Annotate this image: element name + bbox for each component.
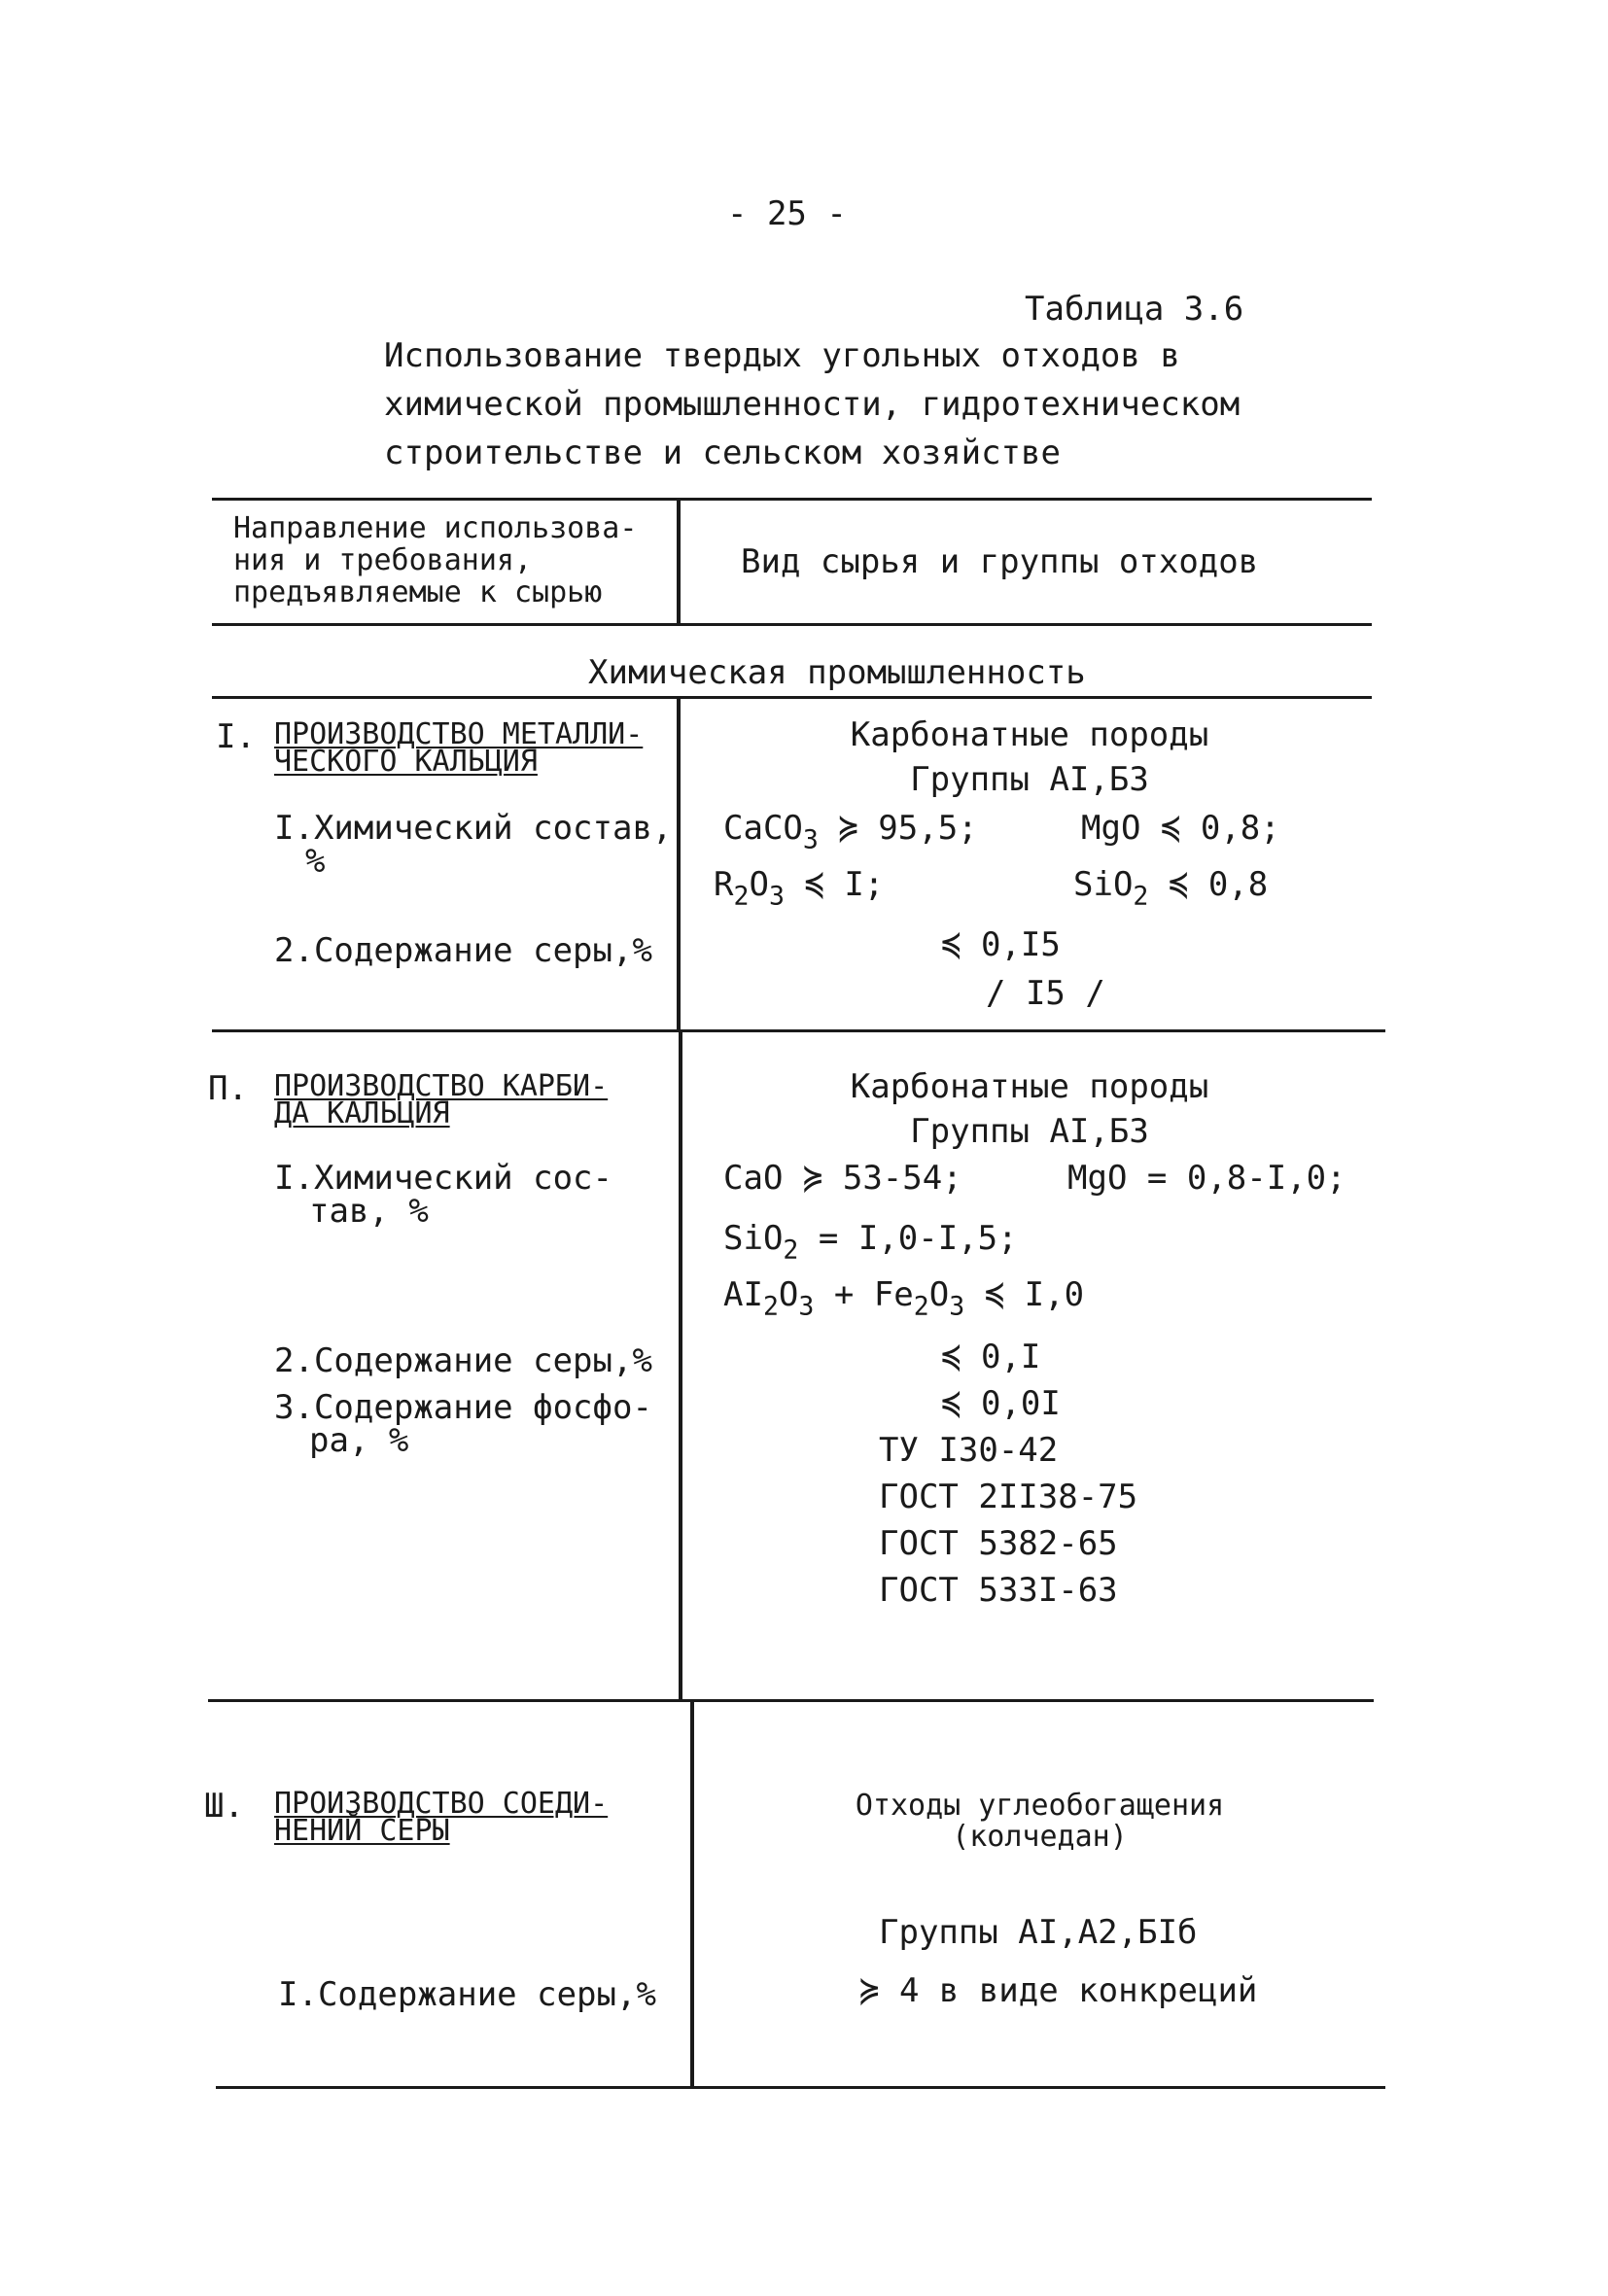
standard-ref: ГОСТ 2II38-75 [879, 1478, 1138, 1516]
formula-text: O [778, 1275, 799, 1314]
table-rule-section [212, 696, 1372, 699]
formula-text: CaCO [723, 809, 803, 848]
sulfur-note: / I5 / [986, 974, 1105, 1013]
item-label: 2.Содержание серы,% [274, 931, 652, 970]
item-label: 3.Содержание фосфо- [274, 1388, 652, 1427]
row-title-line: ПРОИЗВОДСТВО СОЕДИ- [274, 1787, 609, 1821]
sulfur-value: ≼ 0,I [941, 1338, 1041, 1376]
formula-sub: 3 [802, 824, 819, 855]
formula-sub: 3 [949, 1291, 965, 1322]
header-col1-line: Направление использова- [233, 511, 638, 545]
waste-groups: Группы АI,Б3 [910, 1112, 1149, 1151]
row-title-line: ПРОИЗВОДСТВО МЕТАЛЛИ- [274, 717, 644, 751]
row-title-line: НЕНИЙ СЕРЫ [274, 1814, 450, 1848]
formula-sub: 2 [762, 1291, 779, 1322]
formula-text: CaO [723, 1159, 784, 1198]
waste-groups: Группы АI,А2,БIб [879, 1913, 1198, 1952]
raw-material: Отходы углеобогащения [855, 1789, 1225, 1823]
table-rule-row1 [212, 1029, 1385, 1032]
table-rule-header-bottom [212, 623, 1372, 626]
formula-mgo [1081, 809, 1280, 848]
raw-material: (колчедан) [952, 1820, 1128, 1854]
row-title-line: ЧЕСКОГО КАЛЬЦИЯ [274, 745, 538, 779]
standard-ref: ГОСТ 533I-63 [879, 1571, 1118, 1610]
formula-sio2 [1073, 865, 1269, 912]
item-label: I.Химический состав, [274, 809, 673, 848]
page-number: - 25 - [727, 194, 847, 233]
row-number: П. [208, 1069, 248, 1108]
formula-text: Fe [873, 1275, 914, 1314]
phosphorus-value: ≼ 0,0I [941, 1384, 1061, 1423]
standard-ref: ТУ I30-42 [879, 1431, 1059, 1470]
formula-sub: 2 [783, 1235, 799, 1266]
formula-text: O [928, 1275, 950, 1314]
formula-cao [723, 1159, 962, 1198]
section-title: Химическая промышленность [588, 653, 1086, 692]
table-rule-bottom [216, 2086, 1385, 2089]
formula-caco3 [723, 809, 978, 855]
header-col2: Вид сырья и группы отходов [741, 542, 1259, 581]
table-label: Таблица 3.6 [1025, 290, 1244, 329]
raw-material: Карбонатные породы [850, 1067, 1209, 1106]
row-number: I. [216, 717, 256, 756]
caption-line: Использование твердых угольных отходов в [384, 336, 1180, 375]
formula-plus: + [833, 1275, 855, 1314]
formula-value: ≽ 95,5; [838, 809, 978, 848]
caption-line: химической промышленности, гидротехническом [384, 385, 1241, 424]
formula-value: = I,0-I,5; [818, 1219, 1018, 1258]
formula-mgo [1067, 1159, 1346, 1198]
formula-text: MgO [1081, 809, 1141, 848]
formula-value: ≼ 0,8; [1160, 809, 1280, 848]
row-number: Ш. [204, 1787, 244, 1826]
item-label: % [305, 842, 326, 881]
formula-sub: 3 [798, 1291, 815, 1322]
formula-sub: 2 [1133, 881, 1149, 912]
formula-sub: 2 [913, 1291, 929, 1322]
formula-text: MgO [1067, 1159, 1128, 1198]
caption-line: строительстве и сельском хозяйстве [384, 434, 1061, 472]
raw-material: Карбонатные породы [850, 715, 1209, 754]
row-title-line: ПРОИЗВОДСТВО КАРБИ- [274, 1069, 609, 1103]
waste-groups: Группы АI,Б3 [910, 760, 1149, 799]
formula-sio2 [723, 1219, 1018, 1266]
header-col1-line: ния и требования, [233, 543, 533, 577]
formula-text: O [749, 865, 769, 904]
formula-value: ≼ I; [804, 865, 885, 904]
column-divider [677, 500, 681, 625]
formula-value: ≼ I,0 [984, 1275, 1085, 1314]
column-divider [690, 1701, 694, 2088]
header-col1-line: предъявляемые к сырью [233, 575, 603, 609]
formula-sub: 3 [768, 881, 785, 912]
formula-al2o3-fe2o3 [723, 1275, 1085, 1322]
item-label: I.Химический сос- [274, 1159, 612, 1198]
item-label: тав, % [309, 1192, 429, 1231]
formula-text: SiO [1073, 865, 1134, 904]
formula-value: ≼ 0,8 [1168, 865, 1269, 904]
formula-value: ≽ 53-54; [802, 1159, 962, 1198]
item-label: ра, % [309, 1421, 409, 1460]
sulfur-value: ≽ 4 в виде конкреций [859, 1971, 1258, 2010]
formula-text: SiO [723, 1219, 784, 1258]
formula-text: R [714, 865, 734, 904]
formula-text: AI [723, 1275, 763, 1314]
sulfur-value: ≼ 0,I5 [941, 925, 1061, 964]
table-rule-top [212, 498, 1372, 501]
formula-value: = 0,8-I,0; [1146, 1159, 1346, 1198]
item-label: 2.Содержание серы,% [274, 1341, 652, 1380]
formula-sub: 2 [733, 881, 750, 912]
row-title-line: ДА КАЛЬЦИЯ [274, 1096, 450, 1131]
standard-ref: ГОСТ 5382-65 [879, 1524, 1118, 1563]
formula-r2o3 [714, 865, 885, 912]
table-rule-row2 [208, 1699, 1374, 1702]
item-label: I.Содержание серы,% [278, 1975, 656, 2014]
